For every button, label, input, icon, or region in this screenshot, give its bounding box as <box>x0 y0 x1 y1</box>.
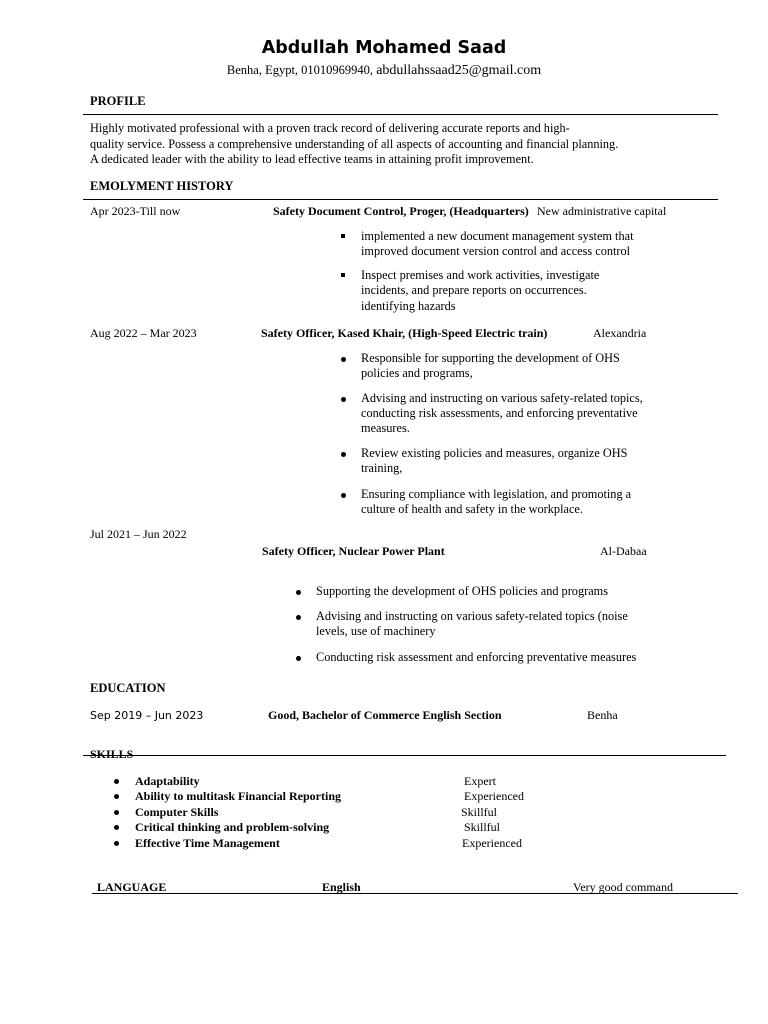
profile-heading: PROFILE <box>90 94 146 108</box>
bullet-line: Conducting risk assessment and enforcing preventative measures <box>316 650 637 664</box>
bullet-line: culture of health and safety in the workplace. <box>361 502 583 516</box>
skill-bullet-icon <box>114 779 119 784</box>
profile-paragraph <box>90 121 650 168</box>
bullet-dot-icon <box>296 615 301 620</box>
bullet-line: Advising and instructing on various safety-related topics (noise <box>316 609 628 623</box>
profile-line: A dedicated leader with the ability to lead effective teams in attaining profit improvement. <box>90 152 534 166</box>
skill-name: Critical thinking and problem-solving <box>135 820 330 834</box>
skills-heading: SKILLS <box>90 747 134 761</box>
bullet-line: improved document version control and access control <box>361 244 631 258</box>
skill-name: Effective Time Management <box>135 836 280 850</box>
education-dates: Sep 2019 – Jun 2023 <box>90 709 204 722</box>
skill-level: Experienced <box>462 836 522 850</box>
bullet-line: Ensuring compliance with legislation, and promoting a <box>361 487 632 501</box>
bullet-line: policies and programs, <box>361 366 473 380</box>
email-address: abdullahssaad25@gmail.com <box>376 63 542 78</box>
bullet-line: incidents, and prepare reports on occurrences. <box>361 283 587 297</box>
profile-divider <box>83 114 718 115</box>
bullet-line: training, <box>361 461 403 475</box>
job-title: Safety Officer, Kased Khair, (High-Speed Electric train) <box>261 326 548 340</box>
bullet-line: conducting risk assessments, and enforcing preventative <box>361 406 638 420</box>
job-dates: Aug 2022 – Mar 2023 <box>90 326 197 340</box>
language-name: English <box>322 880 361 894</box>
profile-line: quality service. Possess a comprehensive understanding of all aspects of accounting and financial planning. <box>90 136 619 151</box>
skill-name: Ability to multitask Financial Reporting <box>135 789 342 803</box>
skill-name: Adaptability <box>135 774 200 788</box>
bullet-line: identifying hazards <box>361 299 456 313</box>
job-title: Safety Officer, Nuclear Power Plant <box>262 544 445 558</box>
skill-level: Skillful <box>464 820 501 834</box>
language-heading: LANGUAGE <box>97 880 167 894</box>
bullet-line: measures. <box>361 421 410 435</box>
job-location: New administrative capital <box>537 204 667 218</box>
job-title: Safety Document Control, Proger, (Headquarters) <box>273 204 529 218</box>
bullet-dot-icon <box>296 590 301 595</box>
bullet-dot-icon <box>296 656 301 661</box>
job-dates: Jul 2021 – Jun 2022 <box>90 527 187 541</box>
skill-name: Computer Skills <box>135 805 219 819</box>
skills-divider <box>83 755 726 756</box>
employment-heading: EMOLYMENT HISTORY <box>90 179 234 193</box>
job-location: Alexandria <box>593 326 647 340</box>
language-level: Very good command <box>573 880 673 894</box>
job-location: Al-Dabaa <box>600 544 647 558</box>
skill-bullet-icon <box>114 825 119 830</box>
job-dates: Apr 2023-Till now <box>90 204 181 218</box>
bullet-line: implemented a new document management system that <box>361 229 634 243</box>
education-degree: Good, Bachelor of Commerce English Section <box>268 708 502 722</box>
square-bullet-icon <box>341 234 345 238</box>
bullet-line: Review existing policies and measures, organize OHS <box>361 446 628 460</box>
contact-details: Benha, Egypt, 01010969940, <box>226 63 377 77</box>
profile-line: Highly motivated professional with a proven track record of delivering accurate reports and high- <box>90 121 570 135</box>
bullet-line: Supporting the development of OHS policies and programs <box>316 584 609 598</box>
skill-level: Skillful <box>461 805 498 819</box>
resume-name: Abdullah Mohamed Saad <box>261 38 507 58</box>
bullet-line: levels, use of machinery <box>316 624 436 638</box>
bullet-dot-icon <box>341 452 346 457</box>
employment-divider <box>83 199 718 200</box>
language-divider <box>92 893 738 894</box>
skill-bullet-icon <box>114 841 119 846</box>
square-bullet-icon <box>341 273 345 277</box>
skill-level: Expert <box>464 774 496 788</box>
bullet-line: Inspect premises and work activities, investigate <box>361 268 600 282</box>
bullet-dot-icon <box>341 357 346 362</box>
skill-bullet-icon <box>114 794 119 799</box>
skill-bullet-icon <box>114 810 119 815</box>
contact-line <box>0 63 768 79</box>
bullet-line: Responsible for supporting the development of OHS <box>361 351 620 365</box>
bullet-line: Advising and instructing on various safety-related topics, <box>361 391 643 405</box>
bullet-dot-icon <box>341 397 346 402</box>
education-location: Benha <box>587 708 618 722</box>
education-heading: EDUCATION <box>90 681 166 695</box>
skill-level: Experienced <box>464 789 524 803</box>
bullet-dot-icon <box>341 493 346 498</box>
